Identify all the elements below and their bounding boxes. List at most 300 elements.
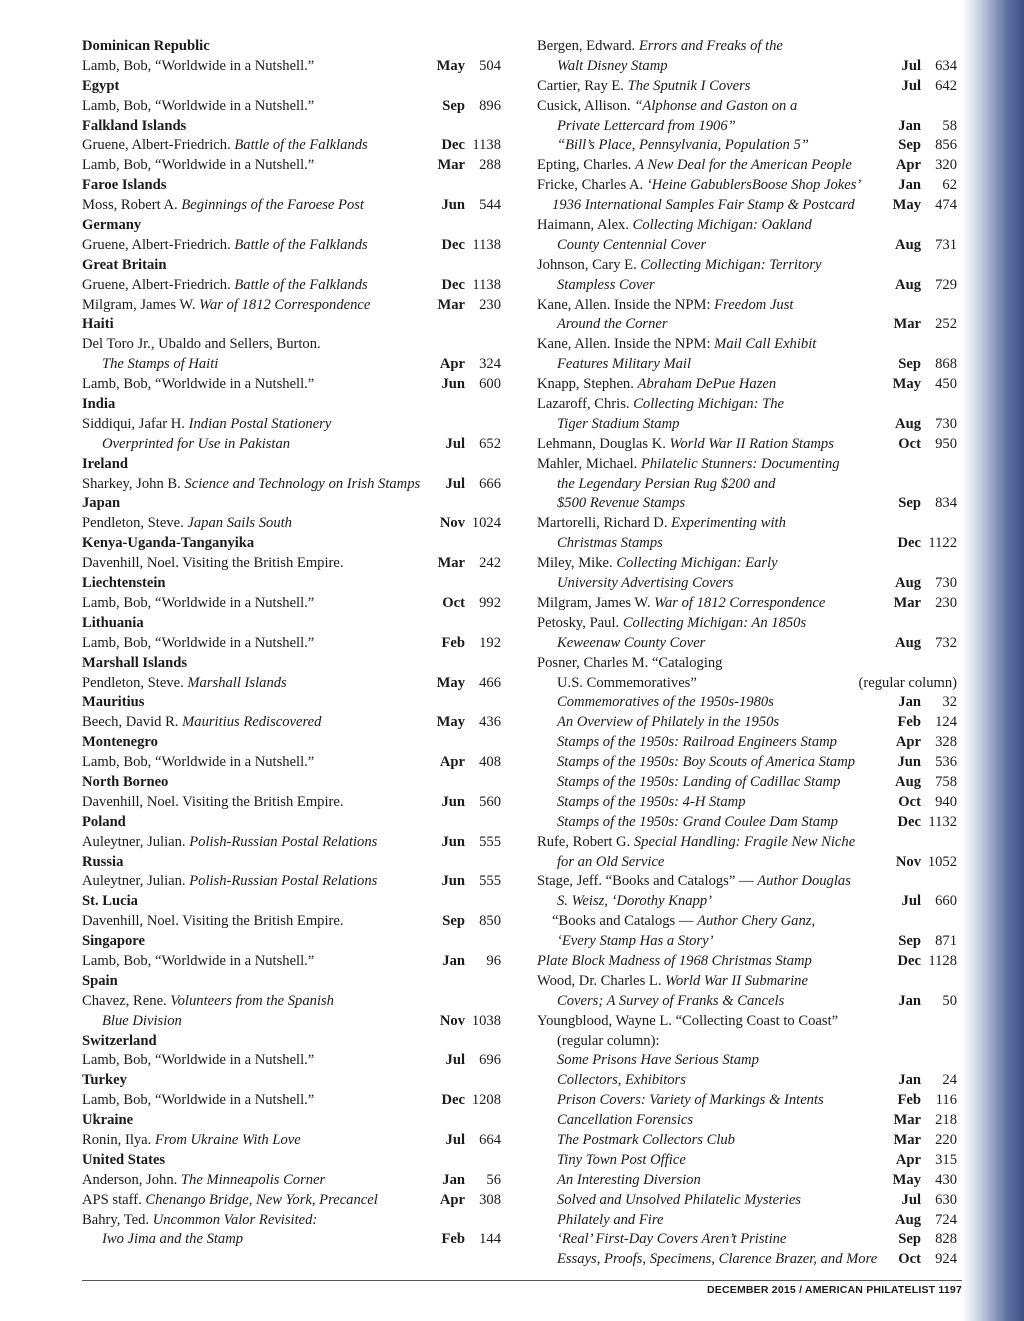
page-edge-band: [962, 0, 1024, 1321]
entry-title-italic: Cancellation Forensics: [557, 1112, 694, 1129]
entry-page: 192: [479, 634, 501, 651]
entry-title-italic: Stamps of the 1950s: Landing of Cadillac Stamp: [557, 773, 841, 790]
index-entry: [537, 395, 957, 415]
entry-title-italic: ‘Heine GabublersBoose Shop Jokes’: [646, 177, 862, 194]
entry-page: 634: [935, 57, 957, 74]
index-entry-continuation: [537, 1071, 957, 1091]
entry-month: Apr: [895, 1151, 921, 1168]
index-entry-continuation: [537, 1091, 957, 1111]
index-entry: [82, 554, 501, 574]
entry-month: May: [436, 674, 465, 691]
entry-page: 230: [935, 594, 957, 611]
entry-page: 950: [935, 435, 957, 452]
entry-author: Milgram, James W.: [82, 296, 200, 313]
entry-page: 828: [935, 1231, 957, 1248]
entry-page: 730: [935, 575, 957, 592]
entry-author: Auleytner, Julian.: [82, 873, 190, 890]
index-entry-continuation: [537, 912, 957, 932]
entry-month: Jul: [445, 475, 465, 492]
entry-title-italic: The Minneapolis Corner: [180, 1171, 326, 1188]
entry-author: Epting, Charles.: [537, 157, 636, 174]
index-entry: [537, 335, 957, 355]
index-entry-continuation: [537, 713, 957, 733]
index-entry-continuation: [537, 315, 957, 335]
entry-month: Nov: [895, 853, 921, 870]
index-entry: [82, 156, 501, 176]
country-heading: Liechtenstein: [82, 575, 166, 592]
index-entry: [82, 674, 501, 694]
entry-title: “Worldwide in a Nutshell.”: [154, 634, 315, 651]
entry-page: 696: [479, 1052, 501, 1069]
entry-title-italic: World War II Ration Stamps: [669, 435, 834, 452]
entry-page: 924: [935, 1251, 957, 1268]
entry-month: Mar: [437, 555, 465, 572]
index-entry-continuation: [82, 355, 501, 375]
entry-author: Lamb, Bob,: [82, 634, 155, 651]
entry-author: APS staff.: [82, 1191, 146, 1208]
entry-page: 320: [935, 157, 957, 174]
entry-page: 731: [935, 236, 957, 253]
index-entry-continuation: [537, 1131, 957, 1151]
index-entry: [537, 156, 957, 176]
entry-title: “Worldwide in a Nutshell.”: [154, 376, 315, 393]
entry-title-italic: Special Handling: Fragile New Niche: [633, 833, 856, 850]
entry-month: Dec: [441, 236, 465, 253]
country-heading: Haiti: [82, 316, 114, 333]
index-entry: [82, 514, 501, 534]
index-entry: [537, 872, 957, 892]
entry-page: 50: [942, 992, 957, 1009]
entry-page: 1138: [472, 137, 501, 154]
entry-page: 1024: [471, 515, 501, 532]
entry-page: 450: [935, 376, 957, 393]
entry-page: 124: [935, 714, 957, 731]
entry-month: Jan: [898, 992, 921, 1009]
entry-month: Feb: [441, 1231, 465, 1248]
index-entry-continuation: [537, 276, 957, 296]
index-entry: [82, 634, 501, 654]
entry-title-italic: “Alphonse and Gaston on a: [634, 97, 798, 114]
index-entry: [537, 97, 957, 117]
entry-month: Sep: [898, 356, 921, 373]
country-heading: Poland: [82, 813, 126, 830]
entry-page: 1128: [928, 952, 957, 969]
entry-month: Jul: [445, 435, 465, 452]
entry-author: Mahler, Michael.: [537, 455, 641, 472]
entry-month: Dec: [897, 813, 921, 830]
entry-title-italic: Private Lettercard from 1906”: [557, 117, 736, 134]
entry-author: Kane, Allen.: [537, 296, 615, 313]
footer-rule: [82, 1280, 962, 1281]
index-entry-continuation: [537, 574, 957, 594]
entry-month: May: [436, 57, 465, 74]
entry-page: 328: [935, 734, 957, 751]
entry-month: Nov: [439, 1012, 465, 1029]
entry-title-italic: Experimenting with: [671, 515, 786, 532]
index-entry: [537, 435, 957, 455]
index-entry-continuation: [537, 693, 957, 713]
entry-page: 1052: [927, 853, 957, 870]
entry-author: Miley, Mike.: [537, 555, 617, 572]
entry-page: 24: [942, 1072, 957, 1089]
entry-title-italic: Around the Corner: [557, 316, 668, 333]
entry-month: May: [436, 714, 465, 731]
entry-month: May: [892, 1171, 921, 1188]
entry-author: Lamb, Bob,: [82, 594, 155, 611]
entry-month: Aug: [895, 236, 921, 253]
entry-author: Lamb, Bob,: [82, 157, 155, 174]
entry-month: Mar: [437, 296, 465, 313]
entry-month: Aug: [895, 415, 921, 432]
index-entry: [537, 554, 957, 574]
entry-title-italic: Japan Sails South: [187, 515, 292, 532]
entry-month: Jan: [442, 952, 465, 969]
index-entry-continuation: [537, 1171, 957, 1191]
entry-title: U.S. Commemoratives”: [557, 674, 697, 691]
index-entry: [537, 614, 957, 634]
entry-title-italic: Prison Covers: Variety of Markings & Intents: [557, 1092, 824, 1109]
country-heading: North Borneo: [82, 773, 169, 790]
entry-title-italic: Keweenaw County Cover: [557, 634, 706, 651]
entry-note: (regular column): [858, 674, 957, 691]
index-entry-continuation: [537, 355, 957, 375]
entry-author: Johnson, Cary E.: [537, 256, 641, 273]
country-heading: Russia: [82, 853, 124, 870]
country-heading: United States: [82, 1151, 166, 1168]
entry-title-italic: Uncommon Valor Revisited:: [152, 1211, 318, 1228]
index-column-left: [82, 37, 501, 1250]
entry-page: 116: [935, 1092, 957, 1109]
index-entry-continuation: [537, 236, 957, 256]
entry-author: Lamb, Bob,: [82, 1052, 155, 1069]
entry-month: Sep: [442, 913, 465, 930]
entry-title: Inside the NPM:: [614, 296, 715, 313]
entry-page: 536: [935, 754, 957, 771]
entry-title-italic: $500 Revenue Stamps: [557, 495, 686, 512]
entry-author: Gruene, Albert-Friedrich.: [82, 137, 235, 154]
index-entry: [82, 296, 501, 316]
entry-page: 220: [935, 1131, 957, 1148]
index-entry-continuation: [537, 196, 957, 216]
entry-title: “Books and Catalogs —: [552, 913, 698, 930]
entry-title-italic: Polish-Russian Postal Relations: [189, 873, 378, 890]
entry-page: 871: [935, 933, 957, 950]
entry-month: Dec: [897, 952, 921, 969]
entry-title-italic: Battle of the Falklands: [234, 276, 368, 293]
index-entry-continuation: [537, 1111, 957, 1131]
entry-title-italic: Collecting Michigan: An 1850s: [622, 614, 807, 631]
entry-title-italic: Features Military Mail: [557, 356, 692, 373]
entry-title-italic: World War II Submarine: [665, 972, 808, 989]
entry-title-italic: Indian Postal Stationery: [188, 415, 332, 432]
index-entry: [82, 594, 501, 614]
index-entry: [82, 57, 501, 77]
entry-page: 315: [935, 1151, 957, 1168]
entry-month: Jul: [901, 1191, 921, 1208]
index-entry-continuation: [537, 1151, 957, 1171]
index-entry: [82, 912, 501, 932]
index-entry: [82, 952, 501, 972]
entry-month: Dec: [897, 535, 921, 552]
entry-page: 288: [479, 157, 501, 174]
entry-title-italic: County Centennial Cover: [557, 236, 707, 253]
entry-page: 992: [479, 594, 501, 611]
entry-author: Gruene, Albert-Friedrich.: [82, 276, 235, 293]
entry-page: 230: [479, 296, 501, 313]
entry-title-italic: Tiger Stadium Stamp: [557, 415, 680, 432]
entry-title-italic: Solved and Unsolved Philatelic Mysteries: [557, 1191, 801, 1208]
index-entry-continuation: [537, 534, 957, 554]
entry-title-italic: the Legendary Persian Rug $200 and: [557, 475, 776, 492]
entry-title: Visiting the British Empire.: [182, 555, 344, 572]
entry-month: Jul: [901, 57, 921, 74]
entry-title: “Worldwide in a Nutshell.”: [154, 157, 315, 174]
entry-title-italic: An Overview of Philately in the 1950s: [557, 714, 780, 731]
entry-title-italic: Freedom Just: [714, 296, 794, 313]
entry-title-italic: Collecting Michigan: Territory: [640, 256, 822, 273]
entry-title-italic: for an Old Service: [557, 853, 665, 870]
entry-author: Davenhill, Noel.: [82, 555, 183, 572]
index-entry: [537, 176, 957, 196]
index-entry: [537, 833, 957, 853]
index-entry-continuation: [537, 674, 957, 694]
entry-author: Rufe, Robert G.: [537, 833, 634, 850]
entry-title: “Worldwide in a Nutshell.”: [154, 1092, 315, 1109]
index-entry: [537, 514, 957, 534]
entry-title-italic: Stamps of the 1950s: Boy Scouts of America Stamp: [557, 754, 856, 771]
entry-month: Sep: [898, 1231, 921, 1248]
entry-page: 544: [479, 197, 501, 214]
country-heading: Singapore: [82, 933, 145, 950]
country-heading: Kenya-Uganda-Tanganyika: [82, 535, 255, 552]
index-entry-continuation: [537, 773, 957, 793]
entry-month: Nov: [439, 515, 465, 532]
index-entry: [82, 713, 501, 733]
index-entry-continuation: [537, 892, 957, 912]
index-entry: [82, 1051, 501, 1071]
index-entry-continuation: [537, 415, 957, 435]
entry-month: Mar: [893, 1131, 921, 1148]
entry-month: Sep: [898, 137, 921, 154]
entry-page: 1138: [472, 236, 501, 253]
entry-title-italic: “Bill’s Place, Pennsylvania, Population 5”: [557, 137, 809, 154]
index-entry: [537, 654, 957, 674]
entry-page: 1208: [471, 1092, 501, 1109]
entry-author: Pendleton, Steve.: [82, 515, 188, 532]
entry-title: Inside the NPM:: [614, 336, 715, 353]
entry-title: “Worldwide in a Nutshell.”: [154, 952, 315, 969]
entry-title-italic: ‘Every Stamp Has a Story’: [557, 933, 714, 950]
entry-title-italic: ‘Real’ First-Day Covers Aren’t Pristine: [557, 1231, 787, 1248]
index-entry: [82, 992, 501, 1012]
entry-title: “Worldwide in a Nutshell.”: [154, 1052, 315, 1069]
entry-month: Mar: [893, 316, 921, 333]
entry-month: Aug: [895, 575, 921, 592]
index-entry-continuation: [537, 853, 957, 873]
entry-title-italic: Covers; A Survey of Franks & Cancels: [557, 992, 785, 1009]
entry-month: Mar: [893, 594, 921, 611]
country-heading: Montenegro: [82, 734, 158, 751]
index-entry-continuation: [537, 992, 957, 1012]
entry-month: Jan: [898, 117, 921, 134]
entry-month: Sep: [442, 97, 465, 114]
index-entry-continuation: [537, 57, 957, 77]
index-entry: [537, 296, 957, 316]
index-entry-continuation: [537, 136, 957, 156]
entry-month: Jun: [441, 793, 465, 810]
index-entry-continuation: [537, 952, 957, 972]
index-entry-continuation: [537, 1211, 957, 1231]
entry-author: Youngblood, Wayne L.: [537, 1012, 676, 1029]
entry-page: 666: [479, 475, 501, 492]
entry-author: Petosky, Paul.: [537, 614, 623, 631]
entry-title: “Worldwide in a Nutshell.”: [154, 754, 315, 771]
entry-author: Davenhill, Noel.: [82, 793, 183, 810]
entry-month: Jan: [898, 1072, 921, 1089]
entry-author: Chavez, Rene.: [82, 992, 171, 1009]
index-entry: [82, 375, 501, 395]
entry-page: 1038: [471, 1012, 501, 1029]
country-heading: Falkland Islands: [82, 117, 187, 134]
entry-author: Haimann, Alex.: [537, 217, 633, 234]
entry-month: Apr: [895, 734, 921, 751]
country-heading: Faroe Islands: [82, 177, 167, 194]
entry-title-italic: Collecting Michigan: Oakland: [632, 217, 812, 234]
index-entry-continuation: [537, 634, 957, 654]
entry-month: Feb: [441, 634, 465, 651]
entry-page: 868: [935, 356, 957, 373]
entry-author: Gruene, Albert-Friedrich.: [82, 236, 235, 253]
entry-month: Dec: [441, 1092, 465, 1109]
entry-title-italic: Philatelic Stunners: Documenting: [640, 455, 840, 472]
entry-title: “Worldwide in a Nutshell.”: [154, 97, 315, 114]
entry-page: 56: [486, 1171, 501, 1188]
index-entry: [82, 97, 501, 117]
entry-title: “Books and Catalogs” —: [605, 873, 758, 890]
entry-title: “Worldwide in a Nutshell.”: [154, 57, 315, 74]
entry-page: 242: [479, 555, 501, 572]
entry-month: Oct: [898, 793, 921, 810]
entry-title-italic: Author Douglas: [757, 873, 851, 890]
entry-month: Apr: [439, 1191, 465, 1208]
entry-month: Sep: [898, 495, 921, 512]
entry-title: Visiting the British Empire.: [182, 793, 344, 810]
entry-author: Lamb, Bob,: [82, 952, 155, 969]
entry-author: Moss, Robert A.: [82, 197, 182, 214]
index-entry: [537, 256, 957, 276]
index-entry: [82, 872, 501, 892]
index-entry: [82, 1211, 501, 1231]
entry-title-italic: Battle of the Falklands: [234, 236, 368, 253]
index-entry-continuation: [537, 1051, 957, 1071]
entry-title-italic: Abraham DePue Hazen: [637, 376, 777, 393]
entry-author: Auleytner, Julian.: [82, 833, 190, 850]
index-entry-continuation: [537, 1230, 957, 1250]
entry-title-italic: Stamps of the 1950s: Grand Coulee Dam Stamp: [557, 813, 838, 830]
entry-title-italic: Polish-Russian Postal Relations: [189, 833, 378, 850]
entry-title-italic: Collectors, Exhibitors: [557, 1072, 686, 1089]
entry-page: 732: [935, 634, 957, 651]
entry-month: Jul: [901, 893, 921, 910]
entry-author: Lamb, Bob,: [82, 57, 155, 74]
entry-title-italic: Plate Block Madness of 1968 Christmas Stamp: [537, 952, 812, 969]
index-entry-continuation: [537, 733, 957, 753]
entry-title-italic: Errors and Freaks of the: [638, 38, 783, 54]
entry-author: Posner, Charles M.: [537, 654, 652, 671]
index-entry: [82, 415, 501, 435]
entry-title-italic: War of 1812 Correspondence: [654, 594, 826, 611]
index-entry: [537, 375, 957, 395]
entry-month: Apr: [895, 157, 921, 174]
entry-author: Pendleton, Steve.: [82, 674, 188, 691]
entry-author: Lehmann, Douglas K.: [537, 435, 670, 452]
entry-title-italic: Some Prisons Have Serious Stamp: [557, 1052, 759, 1069]
entry-page: 1132: [928, 813, 957, 830]
entry-page: 600: [479, 376, 501, 393]
entry-page: 724: [935, 1211, 957, 1228]
entry-month: Jul: [445, 1052, 465, 1069]
entry-month: Apr: [439, 356, 465, 373]
entry-title-italic: Tiny Town Post Office: [557, 1151, 686, 1168]
entry-title-italic: Author Chery Ganz,: [697, 913, 816, 930]
entry-month: Feb: [897, 714, 921, 731]
entry-author: Cartier, Ray E.: [537, 77, 628, 94]
entry-page: 252: [935, 316, 957, 333]
entry-month: Jun: [441, 873, 465, 890]
index-entry-continuation: [537, 1191, 957, 1211]
entry-month: Apr: [439, 754, 465, 771]
entry-month: Sep: [898, 933, 921, 950]
country-heading: Spain: [82, 972, 118, 989]
entry-page: 729: [935, 276, 957, 293]
index-entry-continuation: [82, 1012, 501, 1032]
entry-page: 32: [942, 694, 957, 711]
entry-page: 308: [479, 1191, 501, 1208]
index-entry: [82, 1191, 501, 1211]
entry-month: Feb: [897, 1092, 921, 1109]
index-entry: [537, 594, 957, 614]
country-heading: Mauritius: [82, 694, 145, 711]
entry-author: Wood, Dr. Charles L.: [537, 972, 666, 989]
index-entry: [82, 1091, 501, 1111]
index-entry: [82, 276, 501, 296]
entry-title-italic: Collecting Michigan: Early: [616, 555, 778, 572]
entry-author: Lamb, Bob,: [82, 97, 155, 114]
entry-page: 856: [935, 137, 957, 154]
entry-author: Lamb, Bob,: [82, 1092, 155, 1109]
index-entry: [537, 455, 957, 475]
index-entry: [537, 1012, 957, 1032]
entry-author: Lamb, Bob,: [82, 376, 155, 393]
entry-author: Beech, David R.: [82, 714, 183, 731]
entry-author: Davenhill, Noel.: [82, 913, 183, 930]
entry-page: 834: [935, 495, 957, 512]
index-entry: [82, 335, 501, 355]
country-heading: Switzerland: [82, 1032, 157, 1049]
entry-author: Martorelli, Richard D.: [537, 515, 672, 532]
index-entry-continuation: [82, 435, 501, 455]
entry-month: May: [892, 197, 921, 214]
index-entry-continuation: [537, 932, 957, 952]
entry-author: Siddiqui, Jafar H.: [82, 415, 189, 432]
country-heading: Marshall Islands: [82, 654, 188, 671]
entry-month: Aug: [895, 276, 921, 293]
entry-title-italic: Essays, Proofs, Specimens, Clarence Brazer, and More: [557, 1251, 878, 1268]
entry-month: Mar: [437, 157, 465, 174]
index-entry: [537, 77, 957, 97]
entry-author: Cusick, Allison.: [537, 97, 635, 114]
entry-page: 324: [479, 356, 501, 373]
